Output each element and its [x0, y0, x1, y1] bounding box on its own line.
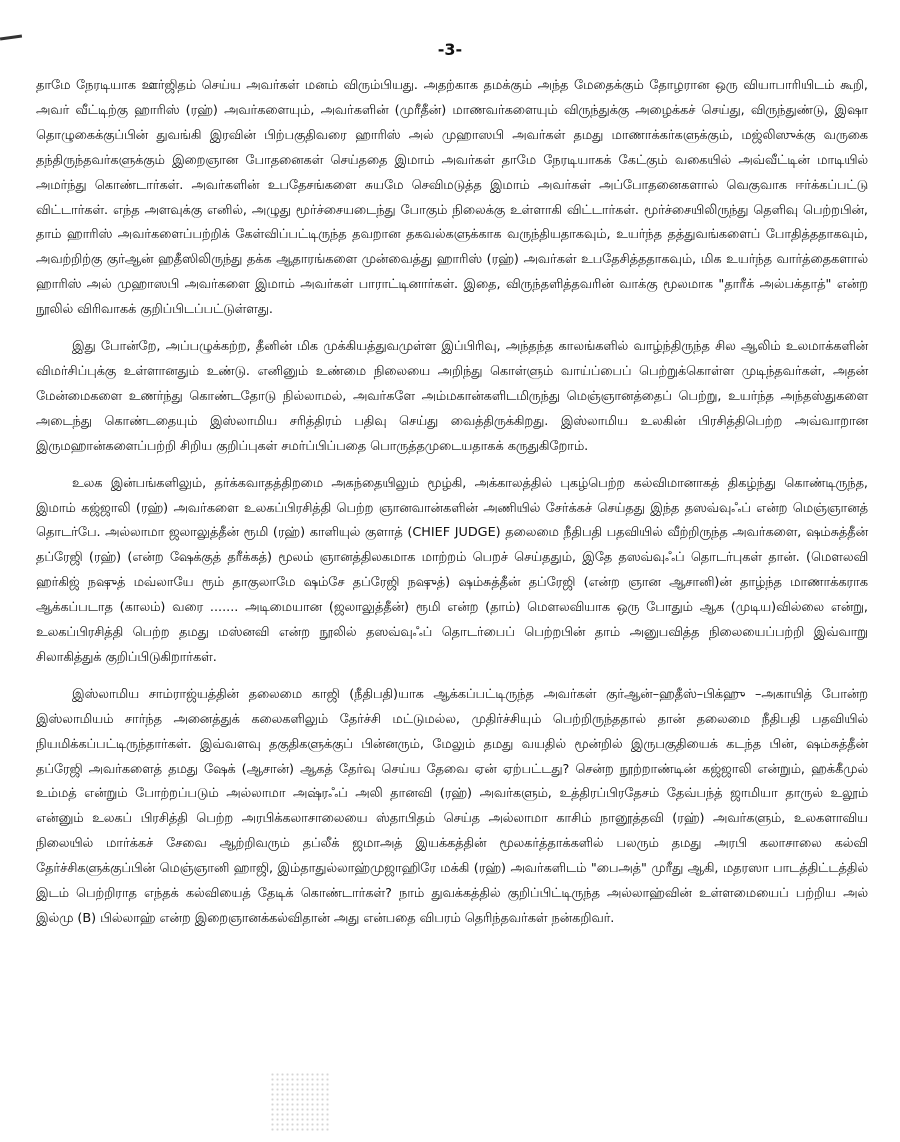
paragraph-4: இஸ்லாமிய சாம்ராஜ்யத்தின் தலைமை காஜி (நீதிபதி)யாக ஆக்கப்பட்டிருந்த அவர்கள் குர்ஆன்–ஹதீஸ்–பிக்ஹு –அகாயித் போன்ற இஸ்லாமியம் சார்ந்த அனைத்துக் கலைகளிலும் தேர்ச்சி மட்டுமல்ல, முதிர்ச்சியும் பெற்றிருந்ததால் தான் தலைமை நீதிபதி பதவியில் நியமிக்கப்பட்டிருந்தார்கள். இவ்வளவு தகுதிகளுக்குப் பின்னரும், மேலும் தமது வயதில் மூன்றில் இருபகுதியைக் கடந்த பின், ஷம்சுத்தீன் தப்ரேஜி அவர்களைத் தமது ஷேக் (ஆசான்) ஆகத் தேர்வு செய்ய தேவை ஏன் ஏற்பட்டது? சென்ற நூற்றாண்டின் கஜ்ஜாலி என்றும், ஹக்கீமுல் உம்மத் என்றும் போற்றப்படும் அல்லாமா அஷ்ரஃப் அலி தானவி (ரஹ்) அவர்களும், உத்திரப்பிரதேசம் தேவ்பந்த் ஜாமியா தாருல் உலூம் என்னும் உலகப் பிரசித்தி பெற்ற அரபிக்கலாசாலையை ஸ்தாபிதம் செய்த அல்லாமா காசிம் நானூத்தவி (ரஹ்) அவர்களும், உலகளாவிய நிலையில் மார்க்கச் சேவை ஆற்றிவரும் தப்லீக் ஜமாஅத் இயக்கத்தின் மூலகர்த்தாக்களில் பலரும் தமது அரபி கலாசாலை கல்வி தேர்ச்சிகளுக்குப்பின் மெஞ்ஞானி ஹாஜி, இம்தாதுல்லாஹ்முஜாஹிரே மக்கி (ரஹ்) அவர்களிடம் "பைஅத்" முரீது ஆகி, மதரஸா பாடத்திட்டத்தில் இடம் பெற்றிராத எந்தக் கல்வியைத் தேடிக் கொண்டார்கள்? நாம் துவக்கத்தில் குறிப்பிட்டிருந்த அல்லாஹ்வின் உள்ளமையைப் பற்றிய அல் இல்மு (B) பில்லாஹ் என்ற இறைஞானக்கல்விதான் அது என்பதை விபரம் தெரிந்தவர்கள் நன்கறிவர்.	[36, 686, 868, 926]
document-body	[36, 74, 868, 944]
paragraph-2: இது போன்றே, அப்பழுக்கற்ற, தீனின் மிக முக்கியத்துவமுள்ள இப்பிரிவு, அந்தந்த காலங்களில் வாழ்ந்திருந்த சில ஆலிம் உலமாக்களின் விமர்சிப்புக்கு உள்ளானதும் உண்டு. எனினும் உண்மை நிலையை அறிந்து கொள்ளும் வாய்ப்பைப் பெற்றுக்கொள்ள முடிந்தவர்கள், அதன் மேன்மைகளை உணர்ந்து கொண்டதோடு நில்லாமல், அவர்களே அம்மகான்களிடமிருந்து மெஞ்ஞானத்தைப் பெற்று, உயர்ந்த அந்தஸ்துகளை அடைந்து கொண்டதையும் இஸ்லாமிய சரித்திரம் பதிவு செய்து வைத்திருக்கிறது. இஸ்லாமிய உலகின் பிரசித்திபெற்ற அவ்வாறான இருமஹான்களைப்பற்றி சிறிய குறிப்புகள் சமர்ப்பிப்பதை பொருத்தமுடையதாகக் கருதுகிறோம்.	[36, 339, 868, 454]
scan-noise-dots	[270, 1072, 330, 1132]
paragraph-1: தாமே நேரடியாக ஊர்ஜிதம் செய்ய அவர்கள் மனம் விரும்பியது. அதற்காக தமக்கும் அந்த மேதைக்கும் தோழரான ஒரு வியாபாரியிடம் கூறி, அவர் வீட்டிற்கு ஹாரிஸ் (ரஹ்) அவர்களையும், அவர்களின் (முரீதீன்) மாணவர்களையும் விருந்துக்கு அழைக்கச் செய்து, விருந்துண்டு, இஷா தொழுகைக்குப்பின் துவங்கி இரவின் பிற்பகுதிவரை ஹாரிஸ் அல் முஹாஸபி அவர்கள் தமது மாணாக்கர்களுக்கும், மஜ்லிஸுக்கு வருகை தந்திருந்தவர்களுக்கும் இறைஞான போதனைகள் செய்ததை இமாம் அவர்கள் தாமே நேரடியாகக் கேட்கும் வகையில் அவ்வீட்டின் மாடியில் அமர்ந்து கொண்டார்கள். அவர்களின் உபதேசங்களை சுயமே செவிமடுத்த இமாம் அவர்கள் அப்போதனைகளால் வெகுவாக ஈர்க்கப்பட்டு விட்டார்கள். எந்த அளவுக்கு எனில், அழுது மூர்ச்சையடைந்து போகும் நிலைக்கு உள்ளாகி விட்டார்கள். மூர்ச்சையிலிருந்து தெளிவு பெற்றபின், தாம் ஹாரிஸ் அவர்களைப்பற்றிக் கேள்விப்பட்டிருந்த தவறான தகவல்களுக்காக வருந்தியதாகவும், உயர்ந்த தத்துவங்களைப் போதித்ததாகவும், அவற்றிற்கு குர்ஆன் ஹதீஸிலிருந்து தக்க ஆதாரங்களை முன்வைத்து ஹாரிஸ் (ரஹ்) அவர்கள் உபதேசித்ததாகவும், மிக உயர்ந்த வார்த்தைகளால் ஹாரிஸ் அல் முஹாஸபி அவர்களை இமாம் அவர்கள் பாராட்டினார்கள். இதை, விருந்தளித்தவரின் வாக்கு மூலமாக "தாரீக் அல்பக்தாத்" என்ற நூலில் விரிவாகக் குறிப்பிடப்பட்டுள்ளது.	[36, 78, 868, 318]
page-number: -3-	[437, 40, 463, 59]
paragraph-3: உலக இன்பங்களிலும், தர்க்கவாதத்திறமை அகந்தையிலும் மூழ்கி, அக்காலத்தில் புகழ்பெற்ற கல்விமானாகத் திகழ்ந்து கொண்டிருந்த, இமாம் கஜ்ஜாலி (ரஹ்) அவர்களை உலகப்பிரசித்தி பெற்ற ஞானவான்களின் அணியில் சேர்க்கச் செய்தது இந்த தஸவ்வுஃப் என்ற மெஞ்ஞானத் தொடர்பே. அல்லாமா ஜலாலுத்தீன் ரூமி (ரஹ்) காளியுல் குளாத் (CHIEF JUDGE) தலைமை நீதிபதி பதவியில் வீற்றிருந்த அவர்களை, ஷம்சுத்தீன் தப்ரேஜி (ரஹ்) (என்ற ஷேக்குத் தரீக்கத்) மூலம் ஞானத்திலகமாக மாற்றம் பெறச் செய்ததும், இதே தஸவ்வுஃப் தொடர்புகள் தான். (மௌலவி ஹர்கிஜ் நஷுத் மவ்லாயே ரூம் தாகுலாமே ஷம்சே தப்ரேஜி நஷுத்) ஷம்சுத்தீன் தப்ரேஜி (என்ற ஞான ஆசானி)ன் தாழ்ந்த மாணாக்கராக ஆக்கப்படாத (காலம்) வரை ....... அடிமையான (ஜலாலுத்தீன்) ரூமி என்ற (தாம்) மௌலவியாக ஒரு போதும் ஆக (முடிய)வில்லை என்று, உலகப்பிரசித்தி பெற்ற தமது மஸ்னவி என்ற நூலில் தஸவ்வுஃப் தொடர்பைப் பெற்றபின் தாம் அனுபவித்த நிலையைப்பற்றி இவ்வாறு சிலாகித்துக் குறிப்பிடுகிறார்கள்.	[36, 475, 868, 665]
